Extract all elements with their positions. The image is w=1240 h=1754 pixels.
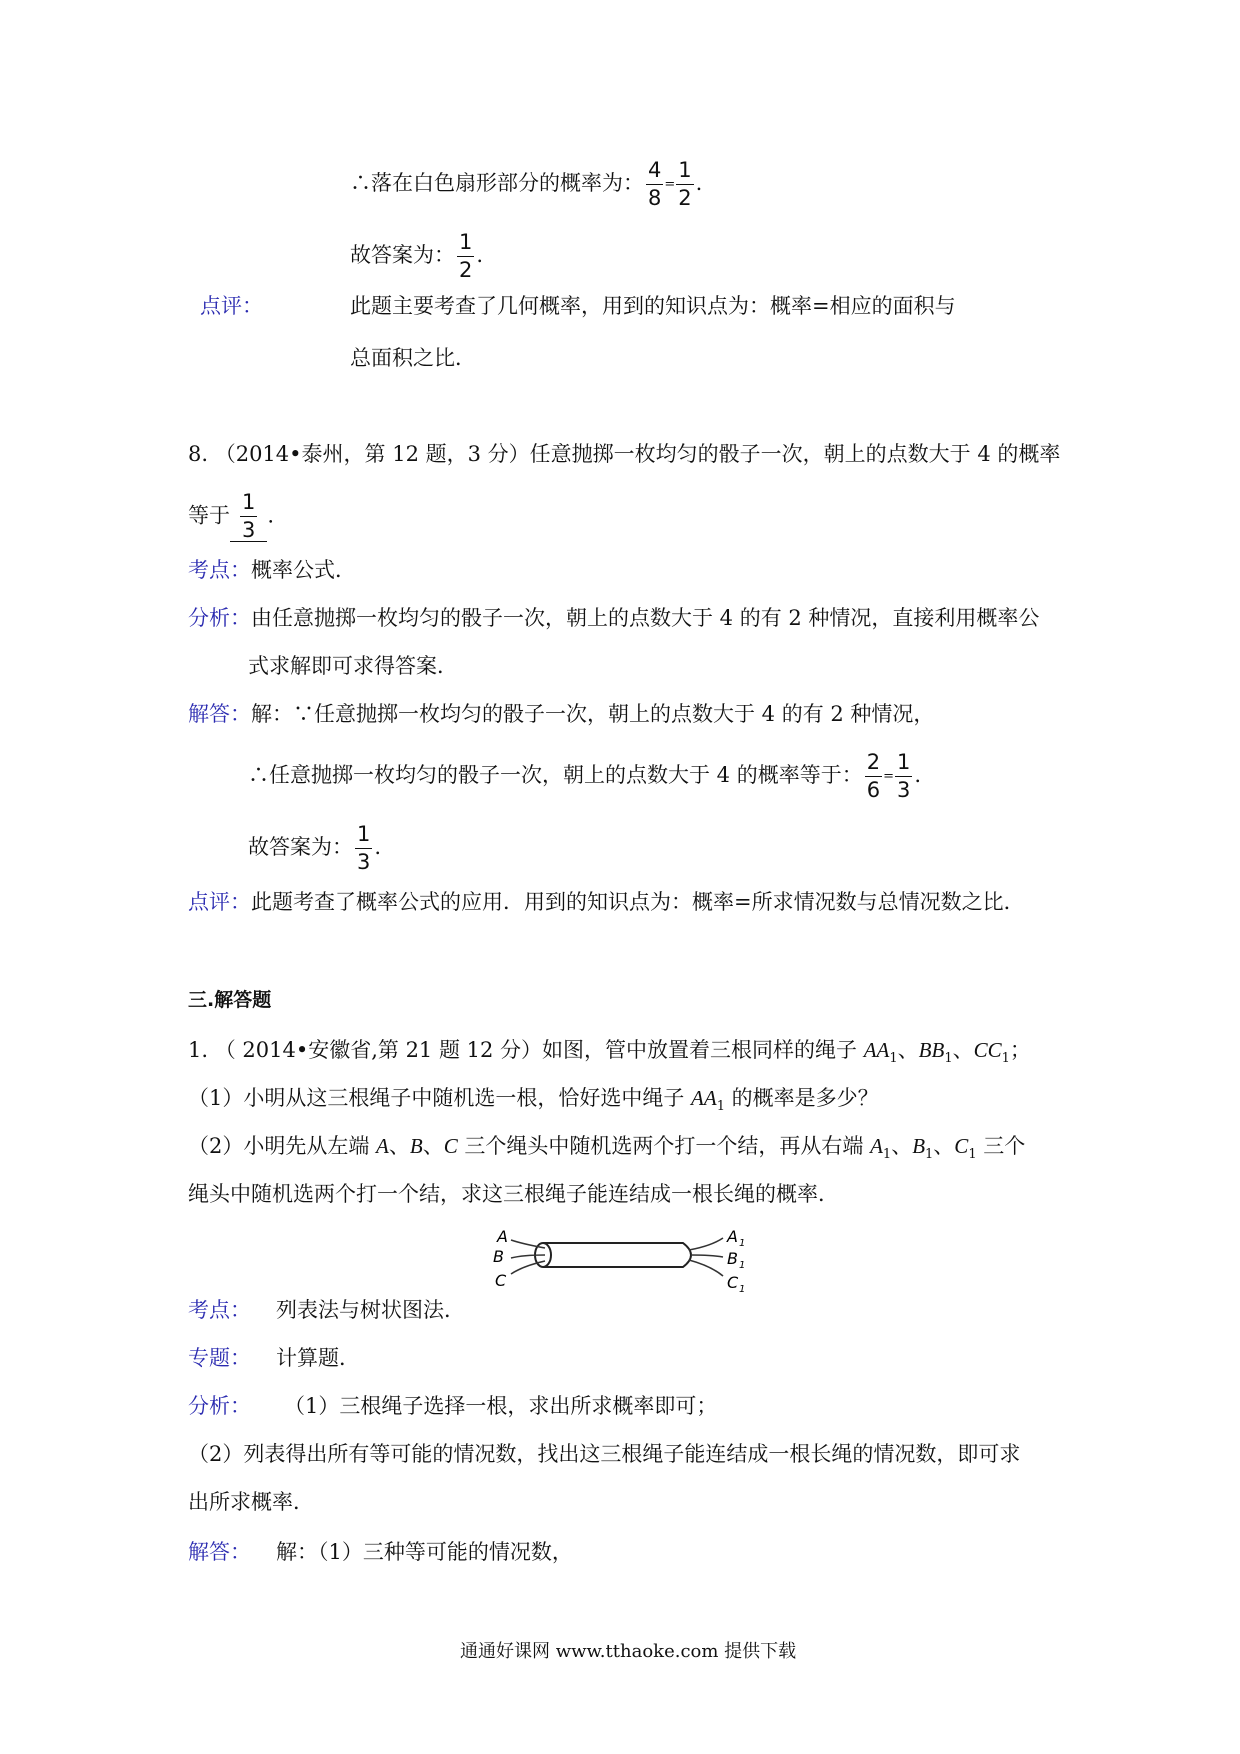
p1-fenxi-label: 分析：: [188, 1394, 251, 1418]
p1-kaodian-label: 考点：: [188, 1298, 251, 1322]
p1-jieda-label: 解答：: [188, 1540, 251, 1564]
fraction-1-2: $\frac{1}{2}$: [678, 158, 692, 210]
p1-kaodian: 列表法与树状图法．: [276, 1298, 465, 1322]
prev-comment-line-1: 此题主要考查了几何概率，用到的知识点为：概率=相应的面积与: [350, 294, 956, 318]
p1-fenxi-1: （1）三根绳子选择一根，求出所求概率即可；: [284, 1394, 718, 1418]
answer-fraction-1-3: $\frac{1}{3}$: [357, 822, 371, 874]
label-B1-sub: 1: [739, 1260, 746, 1271]
q8-stem-line-2: 等于 $\frac{1}{3}$ .: [188, 490, 275, 542]
q8-jieda-1: 解答：解：∵任意抛掷一枚均匀的骰子一次，朝上的点数大于 4 的有 2 种情况，: [188, 702, 935, 726]
section-title: 三.解答题: [188, 989, 272, 1011]
p1-q1: （1）小明从这三根绳子中随机选一根，恰好选中绳子 $AA_1$ 的概率是多少？: [188, 1086, 879, 1115]
q8-fenxi-1: 分析：由任意抛掷一枚均匀的骰子一次，朝上的点数大于 4 的有 2 种情况，直接利用概率公: [188, 606, 1040, 630]
label-C1-sub: 1: [739, 1284, 746, 1295]
prob-line-1-text: ∴落在白色扇形部分的概率为：: [350, 171, 644, 195]
q8-jieda-2: ∴任意抛掷一枚均匀的骰子一次，朝上的点数大于 4 的概率等于： $\frac{2}{6}$ = $\frac{1}{3}$ .: [248, 750, 922, 802]
label-A1: A: [727, 1227, 738, 1246]
equals-sign: =: [664, 176, 676, 192]
answer-fraction-1-2: $\frac{1}{2}$: [459, 230, 473, 282]
p1-stem: 1. （ 2014•安徽省,第 21 题 12 分）如图，管中放置着三根同样的绳子 $AA_1$、$BB_1$、$CC_1$；: [188, 1038, 1031, 1067]
q8-stem-line-1: 8. （2014•泰州，第 12 题，3 分）任意抛掷一枚均匀的骰子一次，朝上的点数大于 4 的概率: [188, 442, 1061, 466]
page-footer: 通通好课网 www.tthaoke.com 提供下载: [460, 1641, 797, 1662]
label-C1: C: [727, 1273, 739, 1292]
blank-fraction-1-3: $\frac{1}{3}$: [242, 490, 256, 542]
q8-dianping: 点评：此题考查了概率公式的应用．用到的知识点为：概率=所求情况数与总情况数之比．: [188, 890, 1025, 914]
p1-fenxi-2: （2）列表得出所有等可能的情况数，找出这三根绳子能连结成一根长绳的情况数，即可求: [188, 1442, 1021, 1466]
q8-kaodian: 考点：概率公式．: [188, 558, 356, 582]
prob-line-1: ∴落在白色扇形部分的概率为： $\frac{4}{8}$ = $\frac{1}{2}$ .: [350, 158, 703, 210]
p1-q2-line-2: 绳头中随机选两个打一个结，求这三根绳子能连结成一根长绳的概率．: [188, 1182, 839, 1206]
label-A: A: [497, 1227, 508, 1246]
rope-tube-diagram: [483, 1224, 773, 1314]
fenxi-label: 分析：: [188, 606, 251, 630]
answer-blank: [230, 492, 267, 542]
p1-jieda-1: 解：（1）三种等可能的情况数，: [276, 1540, 573, 1564]
p1-q2-line-1: （2）小明先从左端 A、B、C 三个绳头中随机选两个打一个结，再从右端 $A_1$、$B_1$、$C_1$ 三个: [188, 1134, 1026, 1163]
fraction-4-8: $\frac{4}{8}$: [648, 158, 662, 210]
q8-answer-line: 故答案为： $\frac{1}{3}$ .: [248, 822, 382, 874]
prev-comment-line-2: 总面积之比．: [350, 346, 476, 370]
p1-zhuanti-label: 专题：: [188, 1346, 251, 1370]
label-C: C: [495, 1271, 507, 1290]
jieda-label: 解答：: [188, 702, 251, 726]
p1-fenxi-3: 出所求概率．: [188, 1490, 314, 1514]
prev-answer-line: 故答案为： $\frac{1}{2}$ .: [350, 230, 484, 282]
label-B: B: [493, 1247, 504, 1266]
fraction-2-6: $\frac{2}{6}$: [866, 750, 881, 802]
dianping-label: 点评：: [188, 890, 251, 914]
label-B1: B: [727, 1249, 738, 1268]
p1-zhuanti: 计算题．: [276, 1346, 360, 1370]
kaodian-label: 考点：: [188, 558, 251, 582]
q8-fenxi-2: 式求解即可求得答案．: [248, 654, 458, 678]
fraction-1-3: $\frac{1}{3}$: [897, 750, 911, 802]
label-A1-sub: 1: [739, 1238, 746, 1249]
prev-comment-label: 点评：: [200, 294, 263, 318]
